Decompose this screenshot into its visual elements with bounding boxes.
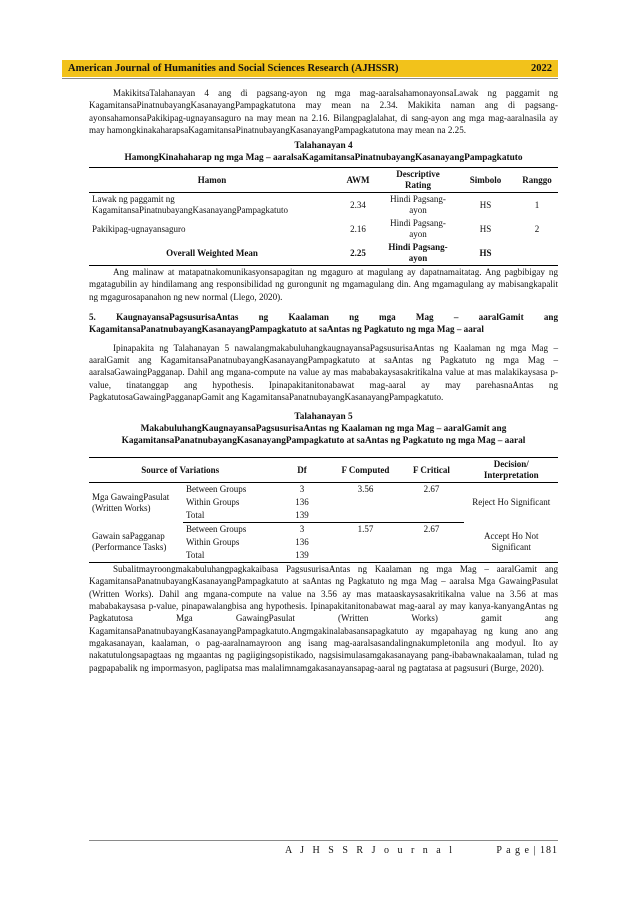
table-5-caption [89,411,558,447]
table-row [89,193,558,218]
cell-ranggo: 1 [534,199,540,210]
footer-rule [89,840,558,841]
table-row-overall [89,241,558,266]
col-hamon: Hamon [89,168,335,193]
cell-df: 3 [299,524,305,535]
cell-source: Between Groups [186,524,247,535]
cell-df: 136 [295,497,309,508]
cell-overall-label: Overall Weighted Mean [89,241,335,266]
cell-decision: Accept Ho Not Significant [464,523,558,563]
table-4-number: Talahanayan 4 [294,141,353,152]
journal-year: 2022 [531,63,552,74]
cell-group-name: Mga GawaingPasulat (Written Works) [92,491,170,513]
paragraph-1: MakikitsaTalahanayan 4 ang di pagsang-ayon ng mga mag-aaralsahamonayonsaLawak ng paggamit ng KagamitansaPinatnubayangKasanayangPampagkatutona may mean na 2.34. Makikita naman ang di pagsang-ayonsahamonsaPakikipag-ugnayansaguro na may mean na 2.16. Bilangpaglalahat, di sang-ayon ang mga mag-aaralnasila ay may hamongkinakaharapsaKagamitansaPinatnubayangKasanayangPampagkatutona may mean na 2.25. [89,88,558,135]
cell-source: Total [183,549,271,563]
cell-fcritical: 2.67 [423,524,440,535]
cell-overall-simbolo: HS [455,241,516,266]
table-row [89,217,558,241]
cell-df: 139 [271,549,332,563]
table-row [89,483,558,497]
col-fcritical: F Critical [398,458,464,483]
cell-rating: Hindi Pagsang-ayon [390,218,446,240]
cell-df: 139 [271,509,332,523]
cell-ranggo: 2 [534,223,540,234]
cell-fcomputed: 3.56 [357,484,374,495]
cell-rating: Hindi Pagsang-ayon [390,194,446,216]
col-fcomputed: F Computed [332,458,398,483]
col-rating: Descriptive Rating [381,168,455,193]
cell-overall-empty [516,241,558,266]
col-source: Source of Variations [89,458,271,483]
cell-source: Between Groups [186,484,247,495]
cell-overall-awm: 2.25 [335,241,381,266]
journal-header [62,60,558,77]
table-4-header-row [89,168,558,193]
table-4-title: HamongKinahaharap ng mga Mag – aaralsaKagamitansaPinatnubayangKasanayangPampagkatuto [124,153,523,164]
cell-fcomputed: 1.57 [357,524,374,535]
page-content [89,87,558,674]
cell-simbolo: HS [479,223,492,234]
journal-title: American Journal of Humanities and Social Sciences Research (AJHSSR) [68,63,399,74]
paragraph-4: Subalitmayroongmakabuluhangpagkakaibasa PagsusurisaAntas ng Kaalaman ng mga Mag – aaralGamit ang KagamitansaPanatnubayangKasanayangPampagkatuto at saAntas ng Pagkatuto ng mga Mag – aaralsa Mga GawaingPasulat (Written Works). Dahil ang mgana-compute na value na 3.56 ay mas mataaskaysasakritikalna value na 3.56 at mas mababakaysasa p-value, pinapawalangbisa ang hypothesis. Ipinapakitanitonabawat mag-aaral ay may kanya-kanyangAntas ng Pagkatutosa Mga GawaingPasulat (Written Works) gamit ang KagamitansaPanatnubayangKasanayangPampagkatuto.Angmgakinalabasansapagkatuto ay mgapahayag ng kung ano ang mgakasanayan, kaalaman, o pag-aaralnamayroon ang isang mag-aaralsasandalingnakumpletonila ang modyul. Ito ay nakatutulongsapagtaas ng mgaantas ng pagiigingsopistikado, nagsisimulasamgakasanayang pang-ibabawnakaalaman, tulad ng pagpapabalik ng impormasyon, paglipatsa mas malalimnamgakasanayansapag-aaral ng pagtatasa at pagsusuri (Burge, 2020). [89,564,558,673]
table-5 [89,457,558,563]
table-row [89,523,558,537]
cell-hamon: Lawak ng paggamit ng KagamitansaPinatnubayangKasanayangPampagkatuto [92,194,288,216]
paragraph-2: Ang malinaw at matapatnakomunikasyonsapagitan ng mgaguro at magulang ay dapatnamaitatag. Ang pagbibigay ng mgatagubilin ay hindilamang ang responsibilidad ng gurongunit ng mgamagulang din. Ang mgamagulang ay mabisangkapalit ng mgagurosapanahon ng new normal (Llego, 2020). [89,267,558,302]
cell-source: Within Groups [186,537,240,548]
header-rule [62,78,558,79]
cell-overall-rating: Hindi Pagsang-ayon [381,241,455,266]
cell-simbolo: HS [479,199,492,210]
cell-decision: Reject Ho Significant [472,497,551,508]
cell-fcritical: 2.67 [423,484,440,495]
cell-source: Total [183,509,271,523]
cell-source: Within Groups [186,497,240,508]
cell-df: 136 [295,537,309,548]
cell-awm: 2.16 [350,223,366,234]
table-5-number: Talahanayan 5 [294,412,353,423]
section-5-heading: 5. KaugnayansaPagsusurisaAntas ng Kaalaman ng mga Mag – aaralGamit ang KagamitansaPanatnubayangKasanayangPampagkatuto at saAntas ng Pagkatuto ng mga Mag – aaral [89,312,558,335]
footer-journal: A J H S S R J o u r n a l [285,845,456,856]
cell-df: 3 [299,484,305,495]
col-awm: AWM [335,168,381,193]
col-decision: Decision/ Interpretation [464,458,558,483]
table-5-title: MakabuluhangKaugnayansaPagsusurisaAntas ng Kaalaman ng mga Mag – aaralGamit ang KagamitansaPanatnubayangKasanayangPampagkatuto at saAntas ng Pagkatuto ng mga Mag – aaral [121,424,526,447]
page-number: P a g e | 181 [496,845,558,856]
cell-hamon: Pakikipag-ugnayansaguro [92,223,186,234]
col-df: Df [271,458,332,483]
col-ranggo: Ranggo [516,168,558,193]
table-4-caption [89,140,558,164]
paragraph-3: Ipinapakita ng Talahanayan 5 nawalangmakabuluhangkaugnayansaPagsusurisaAntas ng Kaalaman ng mga Mag – aaralGamit ang KagamitansaPanatnubayangKasanayangPampagkatuto at saAntas ng Pagkatuto ng mga Mag – aaralsaGawaingPagganap. Dahil ang mgana-compute na value ay mas mababakaysasakritikalna value at mas malakikaysasa p-value, tinatanggap ang hypothesis. Ipinapakitanitonabawat mag-aaral ay may parehasnaAntas ng PagkatutosaGawaingPagganapGamit ang KagamitansaPanatnubayangKasanayangPampagkatuto. [89,342,558,402]
table-5-header-row [89,458,558,483]
table-4 [89,167,558,266]
cell-group-name: Gawain saPagganap (Performance Tasks) [89,523,183,563]
cell-awm: 2.34 [350,199,366,210]
col-simbolo: Simbolo [455,168,516,193]
